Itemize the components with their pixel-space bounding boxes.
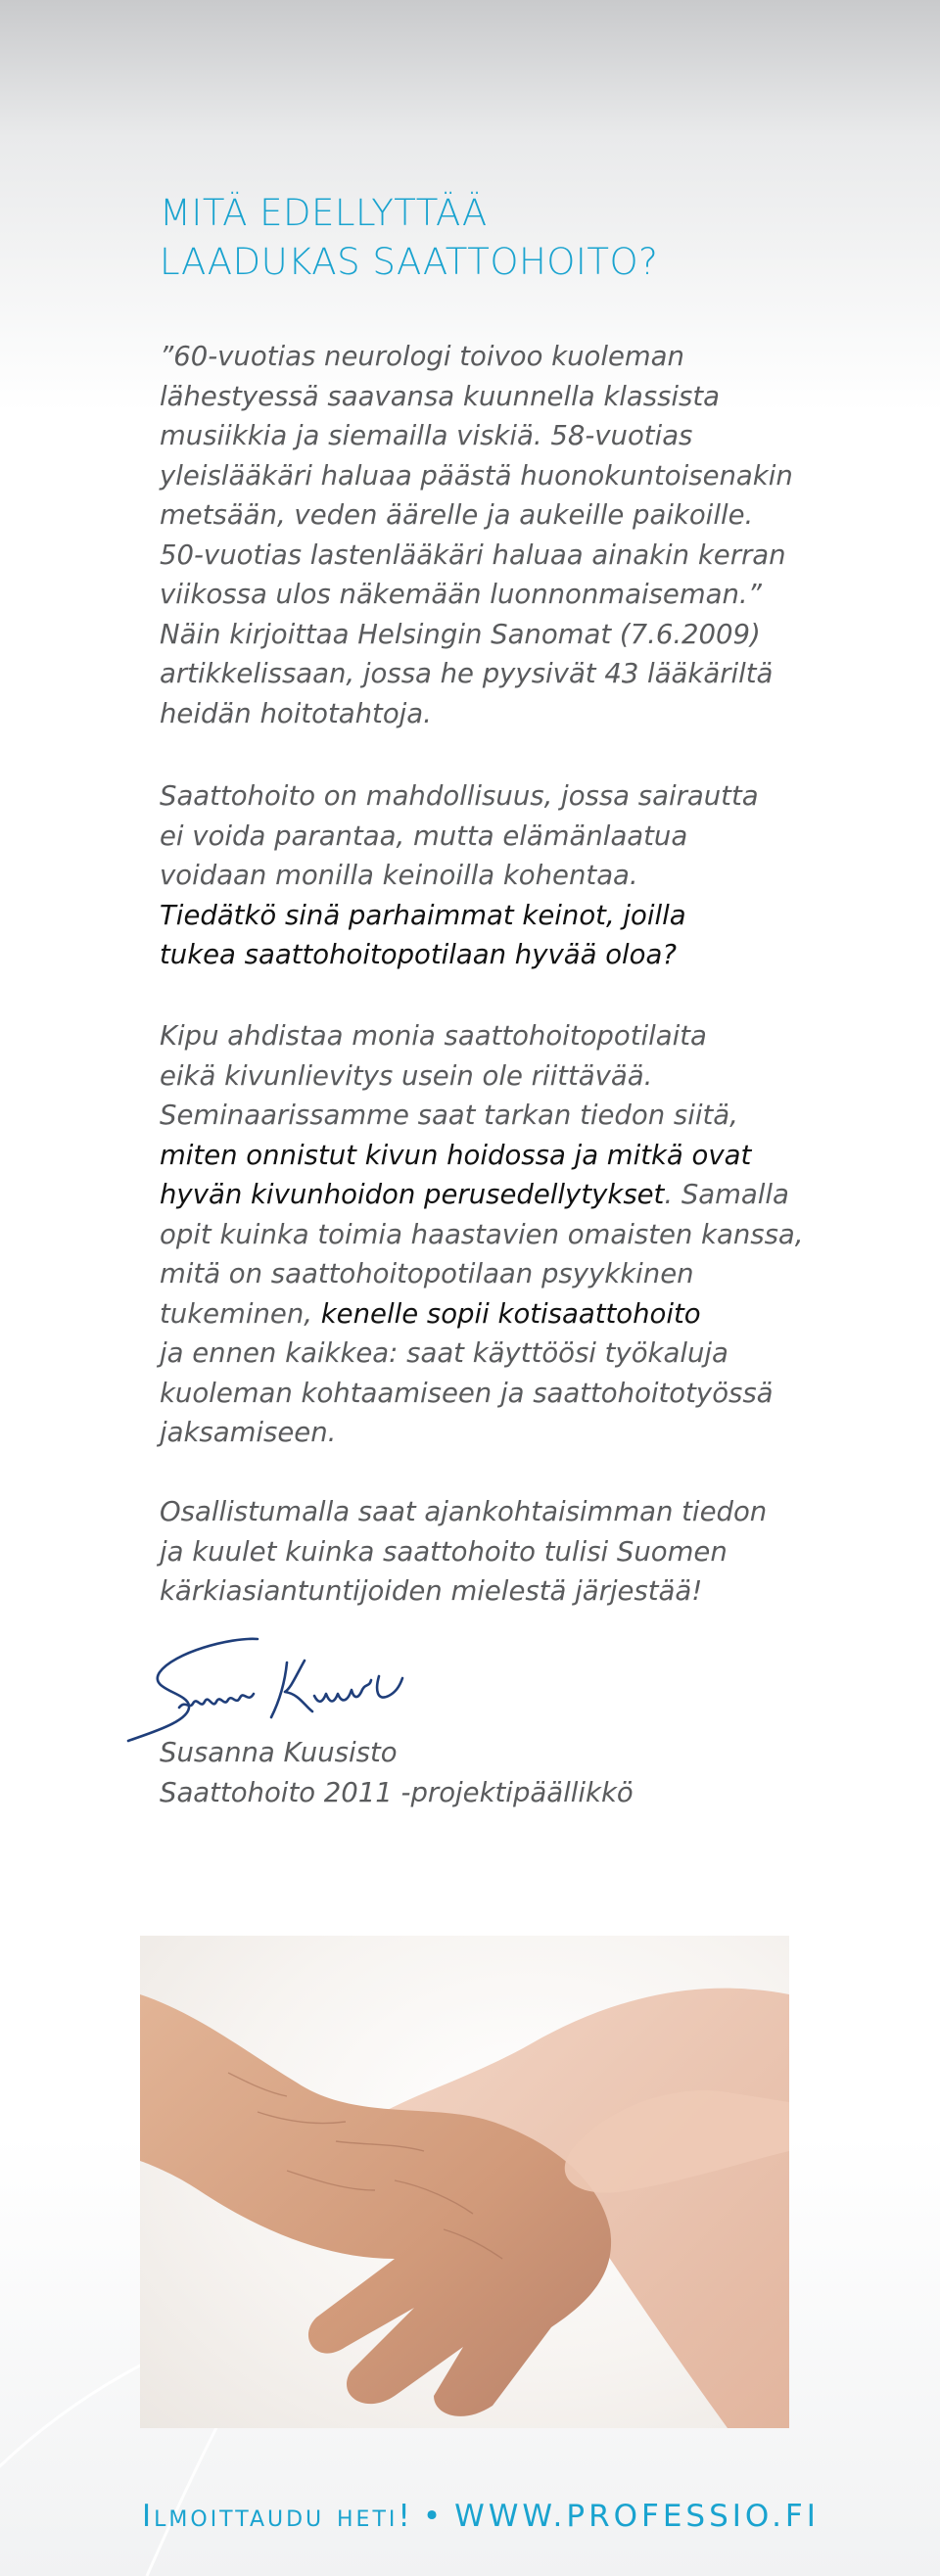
text-line: heidän hoitotahtoja. xyxy=(160,697,432,729)
text-fragment: tukeminen, xyxy=(160,1297,321,1330)
text-line: viikossa ulos näkemään luonnonmaiseman.” xyxy=(160,579,762,610)
text-line: kärkiasiantuntijoiden mielestä järjestää! xyxy=(160,1575,703,1607)
text-line: kuoleman kohtaamiseen ja saattohoitotyössä xyxy=(160,1377,774,1409)
signer-name: Susanna Kuusisto xyxy=(160,1737,398,1768)
register-cta[interactable]: Ilmoittaudu heti! xyxy=(142,2499,413,2534)
text-line: jaksamiseen. xyxy=(160,1417,337,1448)
emphasis-text: hyvän kivunhoidon perusedellytykset xyxy=(160,1179,665,1210)
closing-paragraph xyxy=(160,1492,825,1612)
signer-title: Saattohoito 2011 -projektipäällikkö xyxy=(160,1777,634,1808)
text-line: mitä on saattohoitopotilaan psyykkinen xyxy=(160,1258,694,1289)
text-line: ja kuulet kuinka saattohoito tulisi Suomen xyxy=(160,1535,728,1568)
text-line: ”60-vuotias neurologi toivoo kuoleman xyxy=(160,341,684,372)
text-line: Saattohoito on mahdollisuus, jossa sairautta xyxy=(160,780,759,812)
text-line: Osallistumalla saat ajankohtaisimman tiedon xyxy=(160,1496,768,1527)
quote-paragraph xyxy=(160,337,825,733)
title-line-1: MITÄ EDELLYTTÄÄ xyxy=(160,192,488,234)
text-line: metsään, veden äärelle ja aukeille paikoille. xyxy=(160,499,754,531)
text-line: voidaan monilla keinoilla kohentaa. xyxy=(160,860,638,891)
text-line: musiikkia ja siemailla viskiä. 58-vuotias xyxy=(160,420,693,451)
emphasis-line: miten onnistut kivun hoidossa ja mitkä ovat xyxy=(160,1139,752,1171)
text-line xyxy=(160,1175,825,1215)
text-line: Seminaarissamme saat tarkan tiedon siitä, xyxy=(160,1100,738,1131)
text-fragment: . Samalla xyxy=(664,1179,789,1210)
seminar-paragraph xyxy=(160,1016,825,1453)
separator: • xyxy=(422,2499,446,2534)
handwritten-signature xyxy=(122,1633,446,1751)
text-line: Kipu ahdistaa monia saattohoitopotilaita xyxy=(160,1020,707,1052)
website-link[interactable]: WWW.PROFESSIO.FI xyxy=(454,2499,820,2534)
text-line: opit kuinka toimia haastavien omaisten kanssa, xyxy=(160,1218,804,1250)
text-line: 50-vuotias lastenlääkäri haluaa ainakin kerran xyxy=(160,539,786,571)
page-title xyxy=(160,189,658,287)
title-line-2: LAADUKAS SAATTOHOITO? xyxy=(160,241,659,283)
footer-cta xyxy=(142,2499,820,2534)
emphasis-text: kenelle sopii kotisaattohoito xyxy=(320,1297,701,1330)
text-line xyxy=(160,1294,825,1335)
emphasis-line: Tiedätkö sinä parhaimmat keinot, joilla xyxy=(160,899,686,931)
text-line: artikkelissaan, jossa he pyysivät 43 lääkäriltä xyxy=(160,658,774,689)
holding-hands-photo xyxy=(140,1936,789,2428)
text-line: ei voida parantaa, mutta elämänlaatua xyxy=(160,820,688,852)
holding-hands-illustration xyxy=(140,1936,789,2428)
text-line: yleislääkäri haluaa päästä huonokuntoisenakin xyxy=(160,459,793,492)
emphasis-line: tukea saattohoitopotilaan hyvää oloa? xyxy=(160,939,677,970)
text-line: eikä kivunlievitys usein ole riittävää. xyxy=(160,1059,653,1092)
text-line: lähestyessä saavansa kuunnella klassista xyxy=(160,380,721,412)
intro-paragraph xyxy=(160,776,825,975)
text-line: ja ennen kaikkea: saat käyttöösi työkaluja xyxy=(160,1337,728,1369)
text-line: Näin kirjoittaa Helsingin Sanomat (7.6.2009) xyxy=(160,618,761,650)
